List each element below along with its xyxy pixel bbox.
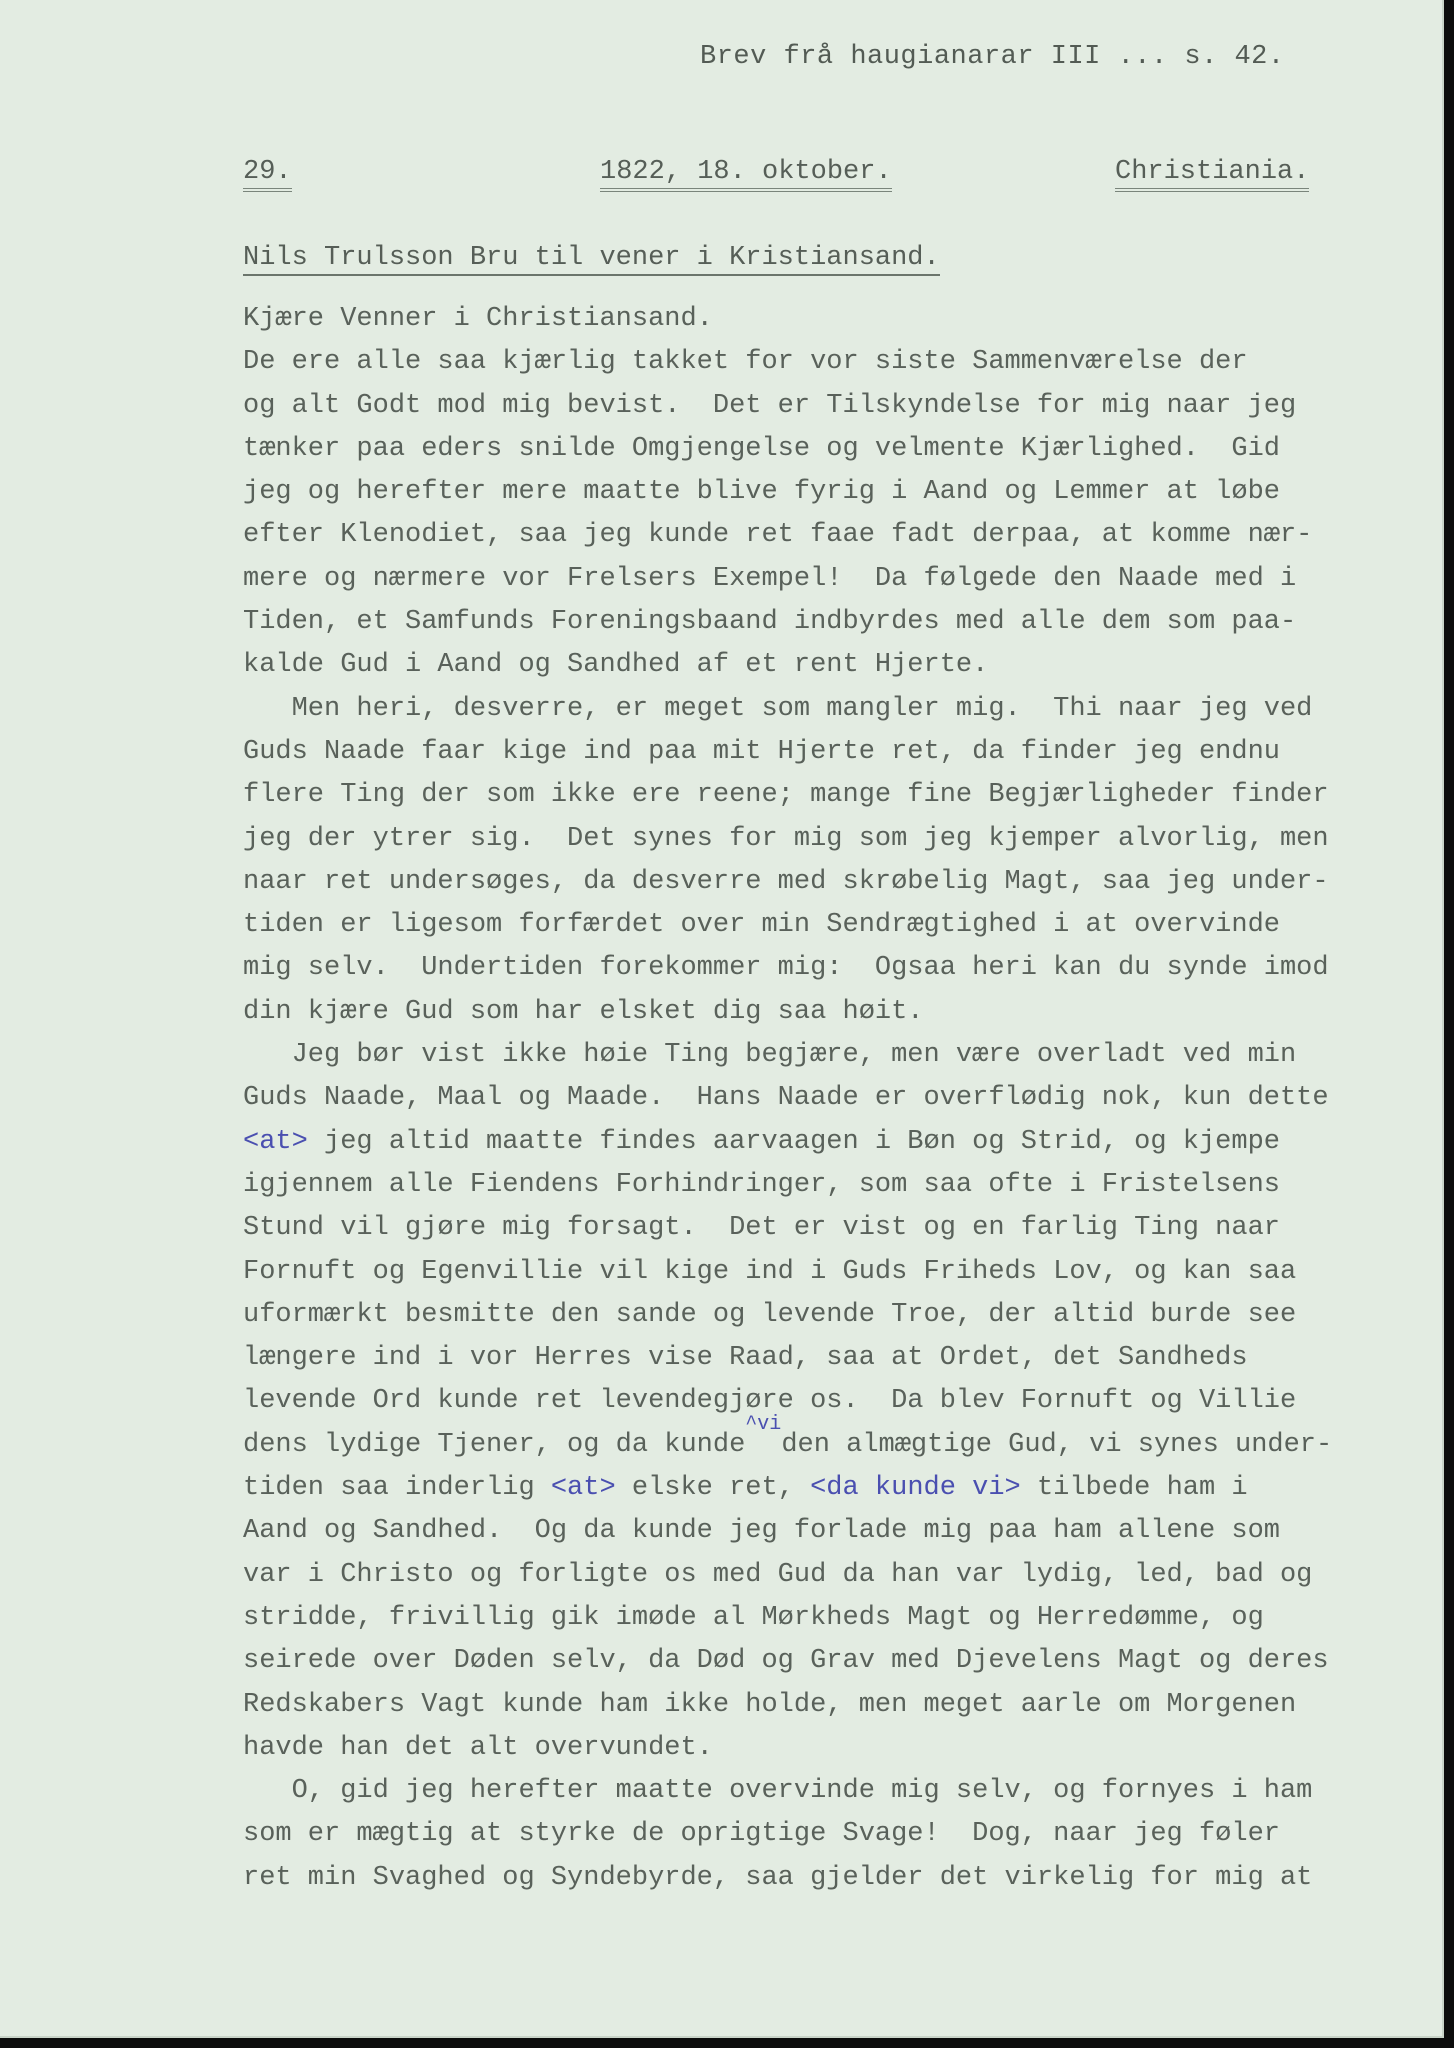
handwritten-bracket: <da kunde vi> xyxy=(810,1473,1021,1504)
text-line: Jeg bør vist ikke høie Ting begjære, men være overladt ved min xyxy=(243,1040,1297,1071)
text-line: længere ind i vor Herres vise Raad, saa at Ordet, det Sandheds xyxy=(243,1343,1248,1374)
text-line: flere Ting der som ikke ere reene; mange fine Begjærligheder finder xyxy=(243,780,1329,811)
text-line: jeg der ytrer sig. Det synes for mig som jeg kjemper alvorlig, men xyxy=(243,823,1329,854)
text-line: tiden er ligesom forfærdet over min Sendrægtighed i at overvinde xyxy=(243,910,1280,941)
text-line: jeg og herefter mere maatte blive fyrig i Aand og Lemmer at løbe xyxy=(243,477,1280,508)
text-line: Men heri, desverre, er meget som mangler mig. Thi naar jeg ved xyxy=(243,693,1313,724)
text-line: naar ret undersøges, da desverre med skrøbelig Magt, saa jeg under- xyxy=(243,866,1329,897)
text-line: efter Klenodiet, saa jeg kunde ret faae fadt derpaa, at komme nær- xyxy=(243,520,1313,551)
text-line: mere og nærmere vor Frelsers Exempel! Da følgede den Naade med i xyxy=(243,563,1297,594)
text-line: din kjære Gud som har elsket dig saa høit. xyxy=(243,996,924,1027)
letter-place: Christiania. xyxy=(1115,157,1309,187)
handwritten-bracket: <at> xyxy=(243,1126,308,1157)
text-line: levende Ord kunde ret levendegjøre os. Da blev Fornuft og Villie xyxy=(243,1386,1297,1417)
text-line: kalde Gud i Aand og Sandhed af et rent Hjerte. xyxy=(243,650,989,681)
handwritten-bracket: <at> xyxy=(550,1473,616,1504)
letter-number: 29. xyxy=(243,157,292,187)
letter-date: 1822, 18. oktober. xyxy=(600,157,892,187)
text-line: mig selv. Undertiden forekommer mig: Ogsaa heri kan du synde imod xyxy=(243,953,1329,984)
text-line: Guds Naade faar kige ind paa mit Hjerte ret, da finder jeg endnu xyxy=(243,736,1280,767)
text-line: Aand og Sandhed. Og da kunde jeg forlade mig paa ham allene som xyxy=(243,1516,1280,1547)
text-line: havde han det alt overvundet. xyxy=(243,1732,713,1763)
text-line: tænker paa eders snilde Omgjengelse og velmente Kjærlighed. Gid xyxy=(243,433,1280,464)
text-line: uformærkt besmitte den sande og levende Troe, der altid burde see xyxy=(243,1299,1297,1330)
text-line: igjennem alle Fiendens Forhindringer, som saa ofte i Fristelsens xyxy=(243,1169,1280,1200)
text-line: Kjære Venner i Christiansand. xyxy=(243,304,713,334)
letter-body xyxy=(243,298,1393,1900)
text-line: ret min Svaghed og Syndebyrde, saa gjelder det virkelig for mig at xyxy=(243,1862,1313,1893)
source-reference: Brev frå haugianarar III ... s. 42. xyxy=(700,42,1285,72)
text-line: som er mægtig at styrke de oprigtige Svage! Dog, naar jeg føler xyxy=(243,1819,1280,1850)
text-line: tiden saa inderlig <at> elske ret, <da kunde vi> tilbede ham i xyxy=(243,1473,1248,1504)
text-line: Tiden, et Samfunds Foreningsbaand indbyrdes med alle dem som paa- xyxy=(243,607,1297,638)
text-line: De ere alle saa kjærlig takket for vor siste Sammenværelse der xyxy=(243,347,1248,378)
text-line: O, gid jeg herefter maatte overvinde mig selv, og fornyes i ham xyxy=(243,1776,1313,1807)
text-line: Redskabers Vagt kunde ham ikke holde, men meget aarle om Morgenen xyxy=(243,1689,1297,1720)
text-line: seirede over Døden selv, da Død og Grav med Djevelens Magt og deres xyxy=(243,1646,1329,1677)
text-line: <at> jeg altid maatte findes aarvaagen i Bøn og Strid, og kjempe xyxy=(243,1126,1280,1157)
text-line: var i Christo og forligte os med Gud da han var lydig, led, bad og xyxy=(243,1559,1313,1590)
text-line: stridde, frivillig gik imøde al Mørkheds Magt og Herredømme, og xyxy=(243,1602,1264,1633)
handwritten-insertion: ^vi xyxy=(745,1412,782,1436)
letter-title: Nils Trulsson Bru til vener i Kristiansand. xyxy=(243,243,940,276)
text-line: dens lydige Tjener, og da kunde$^{\^{}vi}$den almægtige Gud, vi synes under- xyxy=(243,1412,1333,1460)
text-line: Fornuft og Egenvillie vil kige ind i Guds Friheds Lov, og kan saa xyxy=(243,1256,1297,1287)
text-line: Guds Naade, Maal og Maade. Hans Naade er overflødig nok, kun dette xyxy=(243,1083,1329,1114)
text-line: og alt Godt mod mig bevist. Det er Tilskyndelse for mig naar jeg xyxy=(243,390,1297,421)
text-line: Stund vil gjøre mig forsagt. Det er vist og en farlig Ting naar xyxy=(243,1213,1280,1244)
